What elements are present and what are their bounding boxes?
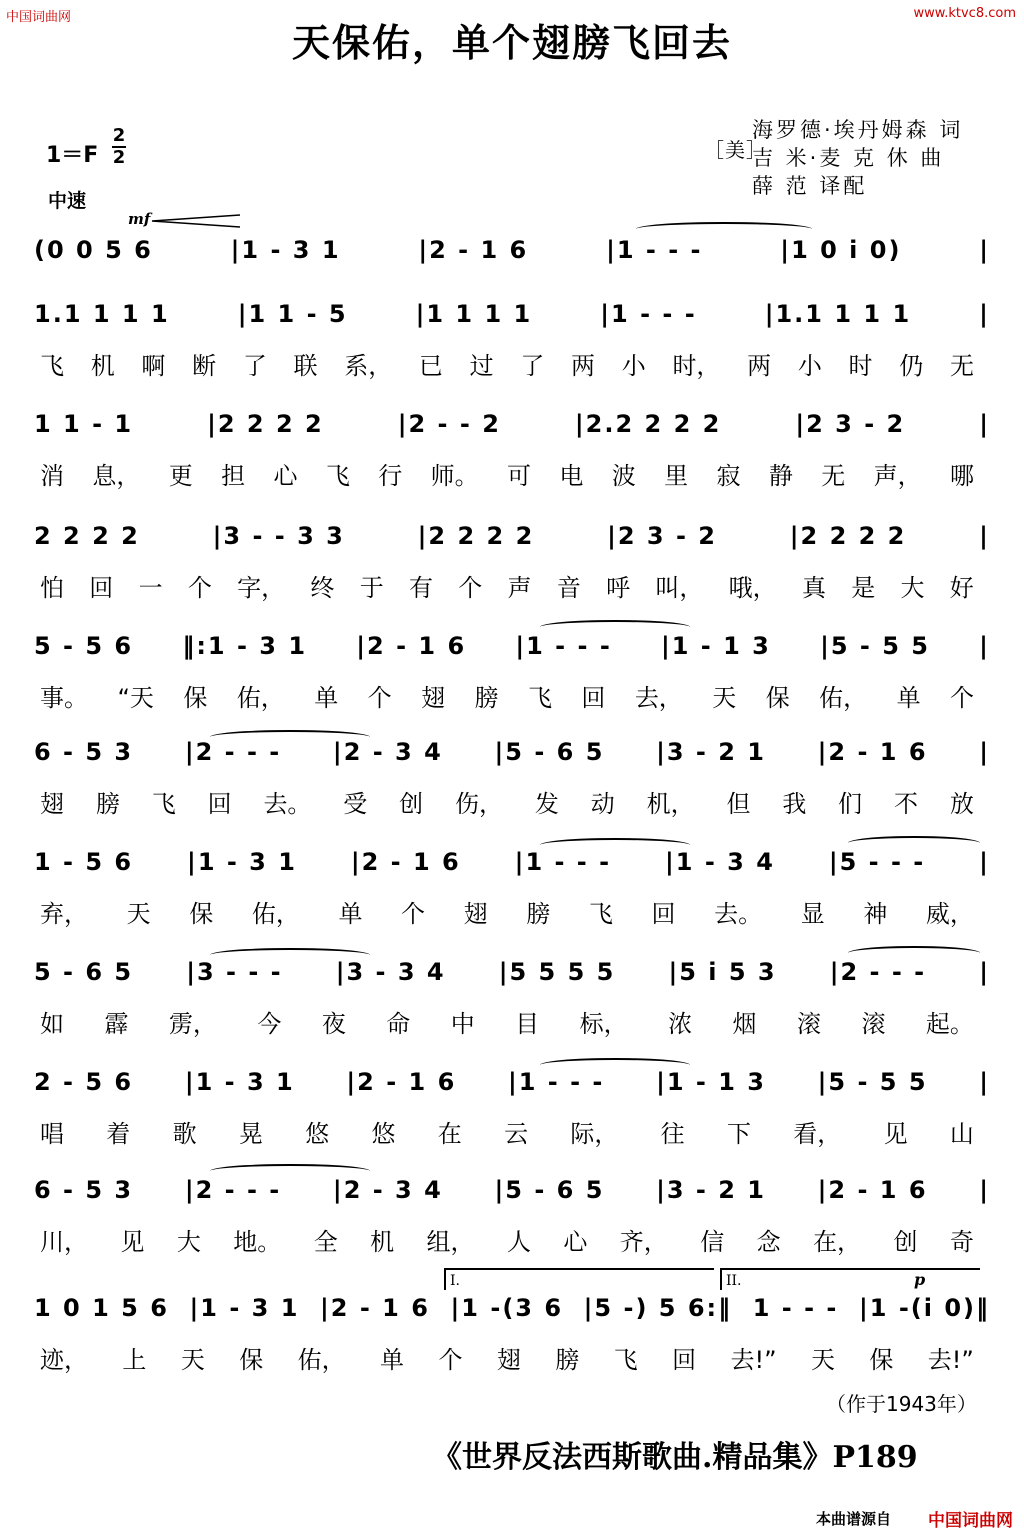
lyric-syllable: 翅 xyxy=(40,790,64,818)
lyric-syllable: 去!” xyxy=(730,1346,777,1374)
lyric-row xyxy=(40,1114,974,1149)
lyric-syllable: 好 xyxy=(949,574,974,602)
lyric-syllable: 已 xyxy=(418,352,443,380)
lyric-syllable: 机 xyxy=(90,352,115,380)
measure: | xyxy=(979,300,990,328)
lyric-syllable: 联 xyxy=(293,352,318,380)
measure: | xyxy=(979,236,990,264)
lyric-syllable: 哪 xyxy=(950,462,974,490)
lyric-syllable: 唱 xyxy=(40,1120,64,1148)
lyric-syllable: 信 xyxy=(700,1228,725,1256)
lyric-syllable: 单 xyxy=(314,684,339,712)
measure: |5 i 5 3 xyxy=(668,958,777,986)
notation-row xyxy=(34,632,990,660)
lyric-syllable: 飞 xyxy=(588,900,613,928)
lyric-syllable: 佑， xyxy=(251,900,300,928)
lyric-syllable: 呼 xyxy=(606,574,631,602)
measure: |5 5 5 5 xyxy=(498,958,616,986)
lyric-syllable: 创 xyxy=(893,1228,918,1256)
lyric-syllable: 飞 xyxy=(40,352,64,380)
tie xyxy=(848,836,980,850)
tie xyxy=(848,946,980,960)
notation-row xyxy=(34,848,990,876)
measure: |1 - 1 3 xyxy=(660,632,771,660)
measure: |5 - - - xyxy=(828,848,926,876)
measure: |2 - 1 6 xyxy=(356,632,467,660)
composition-year: （作于1943年） xyxy=(826,1392,977,1416)
first-ending-label: I. xyxy=(450,1273,460,1289)
lyric-row xyxy=(40,1340,974,1375)
measure: |2 - 3 4 xyxy=(332,1176,443,1204)
measure: |1 1 1 1 xyxy=(415,300,533,328)
lyric-syllable: 真 xyxy=(801,574,826,602)
lyric-syllable: 静 xyxy=(768,462,793,490)
lyric-syllable: 机， xyxy=(646,790,695,818)
notation-row xyxy=(34,410,990,438)
measure: |2 - 1 6 xyxy=(418,236,529,264)
lyric-syllable: 叫， xyxy=(655,574,704,602)
lyric-syllable: 小 xyxy=(797,352,822,380)
lyric-syllable: 个 xyxy=(438,1346,463,1374)
lyric-syllable: 回 xyxy=(672,1346,697,1374)
lyric-syllable: 单 xyxy=(338,900,363,928)
notation-row xyxy=(34,300,990,328)
lyric-syllable: 云 xyxy=(504,1120,529,1148)
lyric-syllable: 两 xyxy=(747,352,772,380)
lyric-syllable: 在 xyxy=(437,1120,462,1148)
lyric-syllable: 悠 xyxy=(305,1120,330,1148)
lyric-syllable: 个 xyxy=(401,900,426,928)
lyric-syllable: 个 xyxy=(950,684,974,712)
measure: |2 - - 2 xyxy=(397,410,501,438)
lyric-syllable: 保 xyxy=(189,900,214,928)
measure: (0 0 5 6 xyxy=(34,236,153,264)
lyric-syllable: 迹， xyxy=(40,1346,88,1374)
lyric-syllable: 今 xyxy=(257,1010,282,1038)
lyric-syllable: 起。 xyxy=(925,1010,974,1038)
measure: 5 - 6 5 xyxy=(34,958,134,986)
lyric-syllable: 际， xyxy=(570,1120,619,1148)
measure: 6 - 5 3 xyxy=(34,738,134,766)
lyric-syllable: 消 xyxy=(40,462,64,490)
lyric-syllable: 膀 xyxy=(555,1346,580,1374)
lyric-syllable: 断 xyxy=(192,352,217,380)
lyric-syllable: 哦， xyxy=(728,574,777,602)
measure: |1 - 1 3 xyxy=(656,1068,766,1096)
tempo-marking: 中速 xyxy=(48,190,87,212)
measure: |1 0 i 0) xyxy=(780,236,902,264)
lyric-syllable: 时， xyxy=(672,352,721,380)
measure: |1 1 - 5 xyxy=(237,300,348,328)
lyric-syllable: 们 xyxy=(838,790,863,818)
lyric-syllable: 天 xyxy=(712,684,737,712)
lyric-syllable: 悠 xyxy=(371,1120,396,1148)
measure: |1 - 3 1 xyxy=(187,848,297,876)
lyric-syllable: 了 xyxy=(242,352,267,380)
credits xyxy=(752,116,963,200)
lyric-syllable: 更 xyxy=(168,462,193,490)
source-citation: 《世界反法西斯歌曲.精品集》P189 xyxy=(432,1440,918,1475)
lyric-syllable: 伤， xyxy=(455,790,504,818)
lyric-row xyxy=(40,678,974,713)
measure: 2 - 5 6 xyxy=(34,1068,134,1096)
lyric-syllable: 放 xyxy=(949,790,974,818)
measure: |1 - - - xyxy=(515,632,612,660)
measure: |2.2 2 2 2 xyxy=(574,410,722,438)
lyric-syllable: 雳， xyxy=(168,1010,217,1038)
lyric-syllable: 仍 xyxy=(899,352,924,380)
measure: 1.1 1 1 1 xyxy=(34,300,170,328)
lyric-syllable: 川， xyxy=(40,1228,88,1256)
measure: | xyxy=(979,738,990,766)
watermark-site-cn: 中国词曲网 xyxy=(6,10,72,25)
lyric-syllable: 保 xyxy=(239,1346,264,1374)
time-signature-bottom: 2 xyxy=(112,147,126,168)
measure: |1.1 1 1 1 xyxy=(764,300,912,328)
country-bracket: ［美］ xyxy=(704,138,767,162)
lyric-syllable: 动 xyxy=(590,790,615,818)
lyric-syllable: 无 xyxy=(949,352,974,380)
composer-credit: 吉 米·麦 克 休 曲 xyxy=(752,146,945,170)
lyric-syllable: 飞 xyxy=(151,790,176,818)
lyric-syllable: 电 xyxy=(559,462,584,490)
tie xyxy=(540,1058,690,1072)
measure: |1 - 3 1 xyxy=(189,1294,300,1322)
measure: |2 - - - xyxy=(184,1176,282,1204)
lyric-syllable: 烟 xyxy=(732,1010,757,1038)
measure: |1 - - - xyxy=(514,848,612,876)
lyric-syllable: 心 xyxy=(563,1228,588,1256)
song-title: 天保佑，单个翅膀飞回去 xyxy=(291,20,732,65)
lyric-syllable: 回 xyxy=(581,684,606,712)
lyric-syllable: 终 xyxy=(310,574,335,602)
lyric-syllable: 飞 xyxy=(613,1346,638,1374)
lyric-syllable: 看， xyxy=(793,1120,842,1148)
lyric-syllable: 时 xyxy=(848,352,873,380)
tie xyxy=(636,222,812,236)
lyric-syllable: 心 xyxy=(273,462,298,490)
lyric-syllable: 佑， xyxy=(236,684,285,712)
lyric-syllable: 我 xyxy=(782,790,807,818)
lyric-syllable: 往 xyxy=(660,1120,685,1148)
measure: |1 - 3 1 xyxy=(230,236,341,264)
lyric-syllable: 声， xyxy=(873,462,922,490)
measure: |1 -(3 6 xyxy=(450,1294,564,1322)
measure: |5 - 5 5 xyxy=(820,632,930,660)
lyric-syllable: 发 xyxy=(534,790,559,818)
lyric-syllable: 上 xyxy=(122,1346,147,1374)
lyric-syllable: 单 xyxy=(896,684,921,712)
lyric-syllable: 个 xyxy=(187,574,212,602)
lyric-syllable: 去。 xyxy=(714,900,763,928)
lyric-syllable: 行 xyxy=(378,462,403,490)
notation-row xyxy=(34,1176,990,1204)
measure: 6 - 5 3 xyxy=(34,1176,134,1204)
lyric-syllable: 事。 xyxy=(40,684,88,712)
measure: |3 - 2 1 xyxy=(656,738,766,766)
measure: |1 -(i 0)‖ xyxy=(859,1294,990,1322)
lyric-syllable: 膀 xyxy=(526,900,551,928)
lyric-syllable: 歌 xyxy=(172,1120,197,1148)
lyric-syllable: 神 xyxy=(863,900,888,928)
measure: |1 - 3 1 xyxy=(184,1068,295,1096)
notation-row xyxy=(34,1068,990,1096)
lyric-syllable: 见 xyxy=(120,1228,145,1256)
lyric-row xyxy=(40,568,974,603)
lyric-syllable: 在， xyxy=(813,1228,862,1256)
lyric-syllable: 命 xyxy=(386,1010,411,1038)
lyric-syllable: 是 xyxy=(851,574,876,602)
footer-site: 中国词曲网 xyxy=(928,1511,1013,1531)
lyric-syllable: 去。 xyxy=(263,790,312,818)
lyric-syllable: 保 xyxy=(869,1346,894,1374)
lyric-syllable: 回 xyxy=(651,900,676,928)
measure: |2 - 1 6 xyxy=(350,848,461,876)
lyric-syllable: 膀 xyxy=(95,790,120,818)
lyric-row xyxy=(40,894,974,929)
lyric-row xyxy=(40,784,974,819)
lyric-syllable: 念 xyxy=(756,1228,781,1256)
lyric-syllable: 佑， xyxy=(297,1346,346,1374)
lyric-syllable: 两 xyxy=(571,352,596,380)
lyric-syllable: 天 xyxy=(810,1346,835,1374)
measure: |2 3 - 2 xyxy=(795,410,906,438)
measure: 1 - 5 6 xyxy=(34,848,134,876)
lyric-syllable: 可 xyxy=(507,462,531,490)
measure: 1 1 - 1 xyxy=(34,410,134,438)
time-signature xyxy=(112,126,126,168)
notation-row xyxy=(34,738,990,766)
measure: | xyxy=(979,1176,990,1204)
measure: |5 -) 5 6:‖ xyxy=(583,1294,733,1322)
lyric-syllable: 怕 xyxy=(40,574,64,602)
translator-credit: 薛 范 译配 xyxy=(752,174,868,198)
lyric-syllable: 齐， xyxy=(619,1228,668,1256)
measure: ‖:1 - 3 1 xyxy=(182,632,308,660)
measure: 1 - - - xyxy=(752,1294,839,1322)
lyric-syllable: 去!” xyxy=(927,1346,974,1374)
lyric-syllable: 威， xyxy=(925,900,974,928)
lyric-syllable: 不 xyxy=(894,790,919,818)
time-signature-top: 2 xyxy=(112,125,126,146)
lyric-syllable: 天 xyxy=(126,900,151,928)
tie xyxy=(210,730,370,744)
lyric-syllable: 全 xyxy=(313,1228,338,1256)
measure: |2 3 - 2 xyxy=(607,522,717,550)
lyric-syllable: 弃， xyxy=(40,900,88,928)
lyric-syllable: 音 xyxy=(556,574,581,602)
lyric-syllable: 山 xyxy=(949,1120,974,1148)
measure: 2 2 2 2 xyxy=(34,522,140,550)
lyric-syllable: 无 xyxy=(821,462,846,490)
lyric-syllable: 小 xyxy=(621,352,646,380)
lyric-row xyxy=(40,346,974,381)
lyric-syllable: 个 xyxy=(367,684,392,712)
lyric-syllable: 滚 xyxy=(796,1010,821,1038)
lyric-syllable: 晃 xyxy=(238,1120,263,1148)
lyric-syllable: 见 xyxy=(883,1120,908,1148)
measure: |5 - 5 5 xyxy=(817,1068,928,1096)
first-ending-bracket xyxy=(444,1268,714,1290)
lyric-syllable: 大 xyxy=(176,1228,201,1256)
measure: |1 - 3 4 xyxy=(665,848,775,876)
lyric-syllable: 受 xyxy=(343,790,368,818)
measure: |1 - - - xyxy=(507,1068,605,1096)
measure: | xyxy=(979,522,990,550)
notation-row xyxy=(34,522,990,550)
measure: |1 - - - xyxy=(600,300,697,328)
measure: 1 0 1 5 6 xyxy=(34,1294,169,1322)
dynamic-mf: mf xyxy=(128,210,151,228)
watermark-site-url: www.ktvc8.com xyxy=(913,6,1016,21)
measure: | xyxy=(979,958,990,986)
measure: |2 2 2 2 xyxy=(789,522,907,550)
measure: | xyxy=(979,410,990,438)
lyric-syllable: 人 xyxy=(506,1228,531,1256)
lyric-syllable: 里 xyxy=(664,462,689,490)
measure: |1 - - - xyxy=(606,236,703,264)
lyric-syllable: 有 xyxy=(408,574,433,602)
lyric-row xyxy=(40,1222,974,1257)
lyric-syllable: 霹 xyxy=(104,1010,129,1038)
lyric-syllable: 去， xyxy=(634,684,683,712)
measure: |2 - 1 6 xyxy=(346,1068,457,1096)
lyric-syllable: 标， xyxy=(579,1010,628,1038)
lyricist-credit: 海罗德·埃丹姆森 词 xyxy=(752,118,964,142)
measure: |2 - 1 6 xyxy=(817,738,928,766)
lyric-syllable: 着 xyxy=(106,1120,131,1148)
lyric-syllable: 字， xyxy=(237,574,286,602)
lyric-syllable: 师。 xyxy=(430,462,479,490)
lyric-syllable: 单 xyxy=(380,1346,405,1374)
measure: |2 - 1 6 xyxy=(817,1176,928,1204)
key-signature: 1＝F xyxy=(46,143,99,168)
lyric-syllable: 保 xyxy=(765,684,790,712)
second-ending-bracket xyxy=(720,1268,980,1290)
lyric-syllable: 膀 xyxy=(474,684,499,712)
lyric-syllable: 创 xyxy=(399,790,424,818)
tie xyxy=(540,620,690,634)
lyric-syllable: 息， xyxy=(92,462,141,490)
lyric-row xyxy=(40,1004,974,1039)
measure: |3 - - 3 3 xyxy=(212,522,345,550)
lyric-syllable: “天 xyxy=(117,684,154,712)
lyric-syllable: 地。 xyxy=(233,1228,282,1256)
measure: |3 - - - xyxy=(186,958,283,986)
lyric-syllable: 翅 xyxy=(421,684,446,712)
lyric-syllable: 目 xyxy=(515,1010,540,1038)
measure: | xyxy=(979,848,990,876)
lyric-syllable: 于 xyxy=(359,574,384,602)
measure: |5 - 6 5 xyxy=(494,1176,605,1204)
measure: |2 - - - xyxy=(184,738,282,766)
lyric-syllable: 机 xyxy=(370,1228,395,1256)
measure: | xyxy=(979,632,990,660)
measure: |5 - 6 5 xyxy=(494,738,605,766)
lyric-syllable: 下 xyxy=(726,1120,751,1148)
measure: |3 - 2 1 xyxy=(656,1176,766,1204)
footer-label: 本曲谱源自 xyxy=(816,1510,892,1528)
measure: |3 - 3 4 xyxy=(335,958,446,986)
lyric-syllable: 了 xyxy=(520,352,545,380)
lyric-syllable: 大 xyxy=(900,574,925,602)
lyric-syllable: 担 xyxy=(221,462,246,490)
measure: |2 - 3 4 xyxy=(332,738,443,766)
lyric-syllable: 翅 xyxy=(496,1346,521,1374)
lyric-syllable: 啊 xyxy=(141,352,166,380)
lyric-syllable: 奇 xyxy=(949,1228,974,1256)
measure: | xyxy=(979,1068,990,1096)
tie xyxy=(210,948,370,962)
tie xyxy=(210,1164,370,1178)
lyric-syllable: 波 xyxy=(611,462,636,490)
measure: |2 - 1 6 xyxy=(320,1294,430,1322)
lyric-syllable: 组， xyxy=(426,1228,475,1256)
lyric-syllable: 声 xyxy=(507,574,532,602)
lyric-syllable: 天 xyxy=(180,1346,205,1374)
lyric-syllable: 回 xyxy=(89,574,114,602)
notation-row xyxy=(34,958,990,986)
measure: |2 2 2 2 xyxy=(417,522,535,550)
lyric-row xyxy=(40,456,974,491)
lyric-syllable: 但 xyxy=(726,790,751,818)
lyric-syllable: 夜 xyxy=(321,1010,346,1038)
lyric-syllable: 回 xyxy=(207,790,232,818)
lyric-syllable: 寂 xyxy=(716,462,741,490)
lyric-syllable: 中 xyxy=(450,1010,475,1038)
notation-row xyxy=(34,236,990,264)
lyric-syllable: 飞 xyxy=(527,684,552,712)
measure: |2 2 2 2 xyxy=(207,410,324,438)
crescendo-hairpin-icon xyxy=(150,214,242,228)
notation-row xyxy=(34,1294,990,1322)
lyric-syllable: 系， xyxy=(344,352,393,380)
lyric-syllable: 保 xyxy=(183,684,208,712)
lyric-syllable: 过 xyxy=(469,352,494,380)
lyric-syllable: 一 xyxy=(138,574,163,602)
lyric-syllable: 翅 xyxy=(463,900,488,928)
lyric-syllable: 佑， xyxy=(819,684,868,712)
lyric-syllable: 滚 xyxy=(861,1010,886,1038)
lyric-syllable: 飞 xyxy=(325,462,350,490)
measure: |2 - - - xyxy=(829,958,927,986)
lyric-syllable: 如 xyxy=(40,1010,64,1038)
lyric-syllable: 显 xyxy=(800,900,825,928)
tie xyxy=(540,838,690,852)
second-ending-label: II. xyxy=(726,1273,742,1289)
lyric-syllable: 浓 xyxy=(668,1010,693,1038)
dynamic-p: p xyxy=(914,1270,926,1289)
measure: 5 - 5 6 xyxy=(34,632,134,660)
lyric-syllable: 个 xyxy=(458,574,483,602)
